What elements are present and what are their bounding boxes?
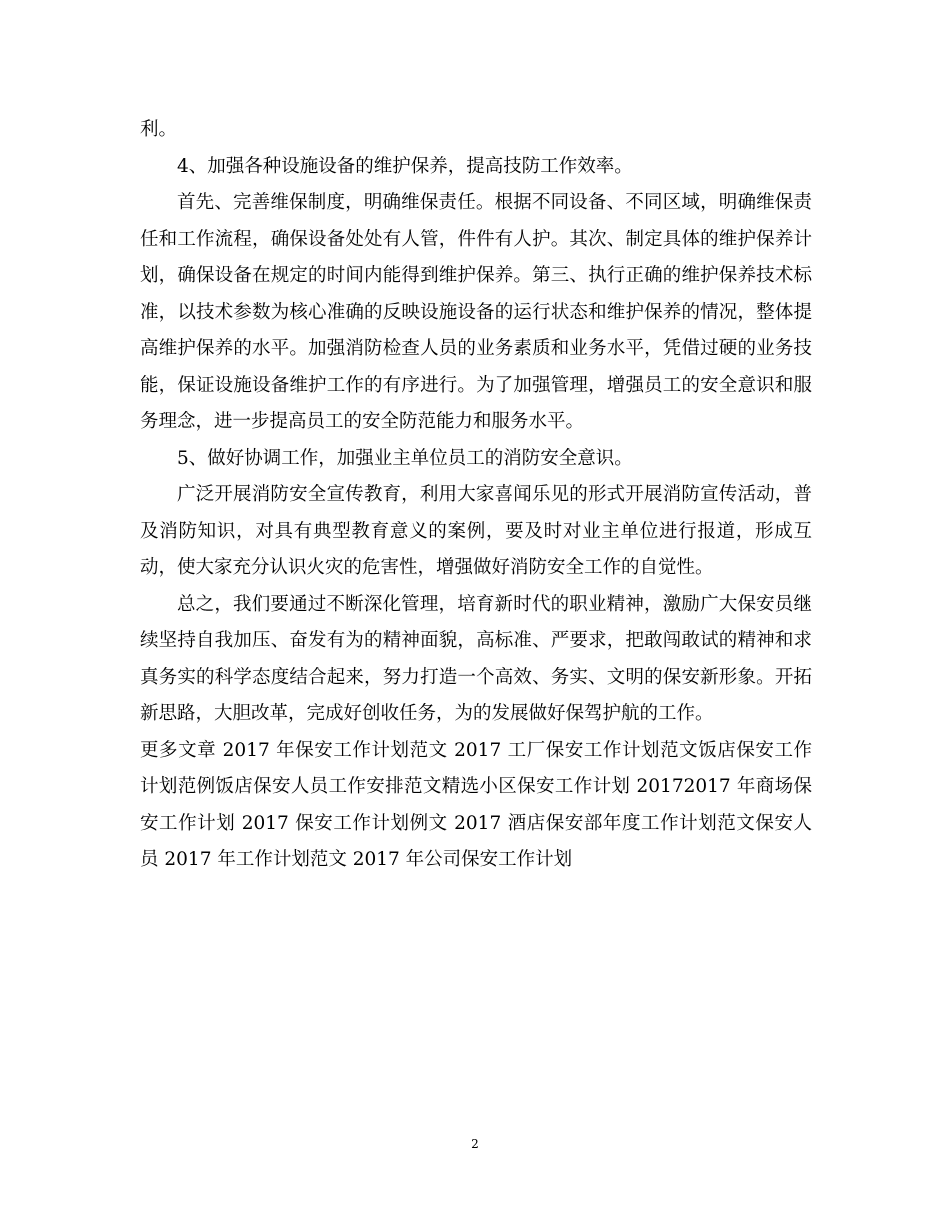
more-articles-links[interactable]: 更多文章 2017 年保安工作计划范文 2017 工厂保安工作计划范文饭店保安工作计划范例饭店保安人员工作安排范文精选小区保安工作计划 20172017 年商场保安工作计划 2017 保安工作计划例文 2017 酒店保安部年度工作计划范文保安人员 2017 年工作计划范文 2017 年公司保安工作计划 (140, 739, 812, 870)
paragraph-continuation: 利。 (140, 119, 178, 140)
document-body (140, 112, 812, 879)
paragraph-conclusion: 总之，我们要通过不断深化管理，培育新时代的职业精神，激励广大保安员继续坚持自我加压、奋发有为的精神面貌，高标准、严要求，把敢闯敢试的精神和求真务实的科学态度结合起来，努力打造一个高效、务实、文明的保安新形象。开拓新思路，大胆改革，完成好创收任务，为的发展做好保驾护航的工作。 (140, 593, 812, 724)
paragraph-fire-safety: 广泛开展消防安全宣传教育，利用大家喜闻乐见的形式开展消防宣传活动，普及消防知识，对具有典型教育意义的案例，要及时对业主单位进行报道，形成互动，使大家充分认识火灾的危害性，增强做好消防安全工作的自觉性。 (140, 484, 812, 578)
section-heading-4: 4、加强各种设施设备的维护保养，提高技防工作效率。 (177, 155, 633, 177)
paragraph-maintenance: 首先、完善维保制度，明确维保责任。根据不同设备、不同区域，明确维保责任和工作流程，确保设备处处有人管，件件有人护。其次、制定具体的维护保养计划，确保设备在规定的时间内能得到维护保养。第三、执行正确的维护保养技术标准，以技术参数为核心准确的反映设施设备的运行状态和维护保养的情况，整体提高维护保养的水平。加强消防检查人员的业务素质和业务水平，凭借过硬的业务技能，保证设施设备维护工作的有序进行。为了加强管理，增强员工的安全意识和服务理念，进一步提高员工的安全防范能力和服务水平。 (140, 192, 812, 432)
section-heading-5: 5、做好协调工作，加强业主单位员工的消防安全意识。 (177, 447, 633, 469)
page-number: 2 (471, 1137, 479, 1151)
